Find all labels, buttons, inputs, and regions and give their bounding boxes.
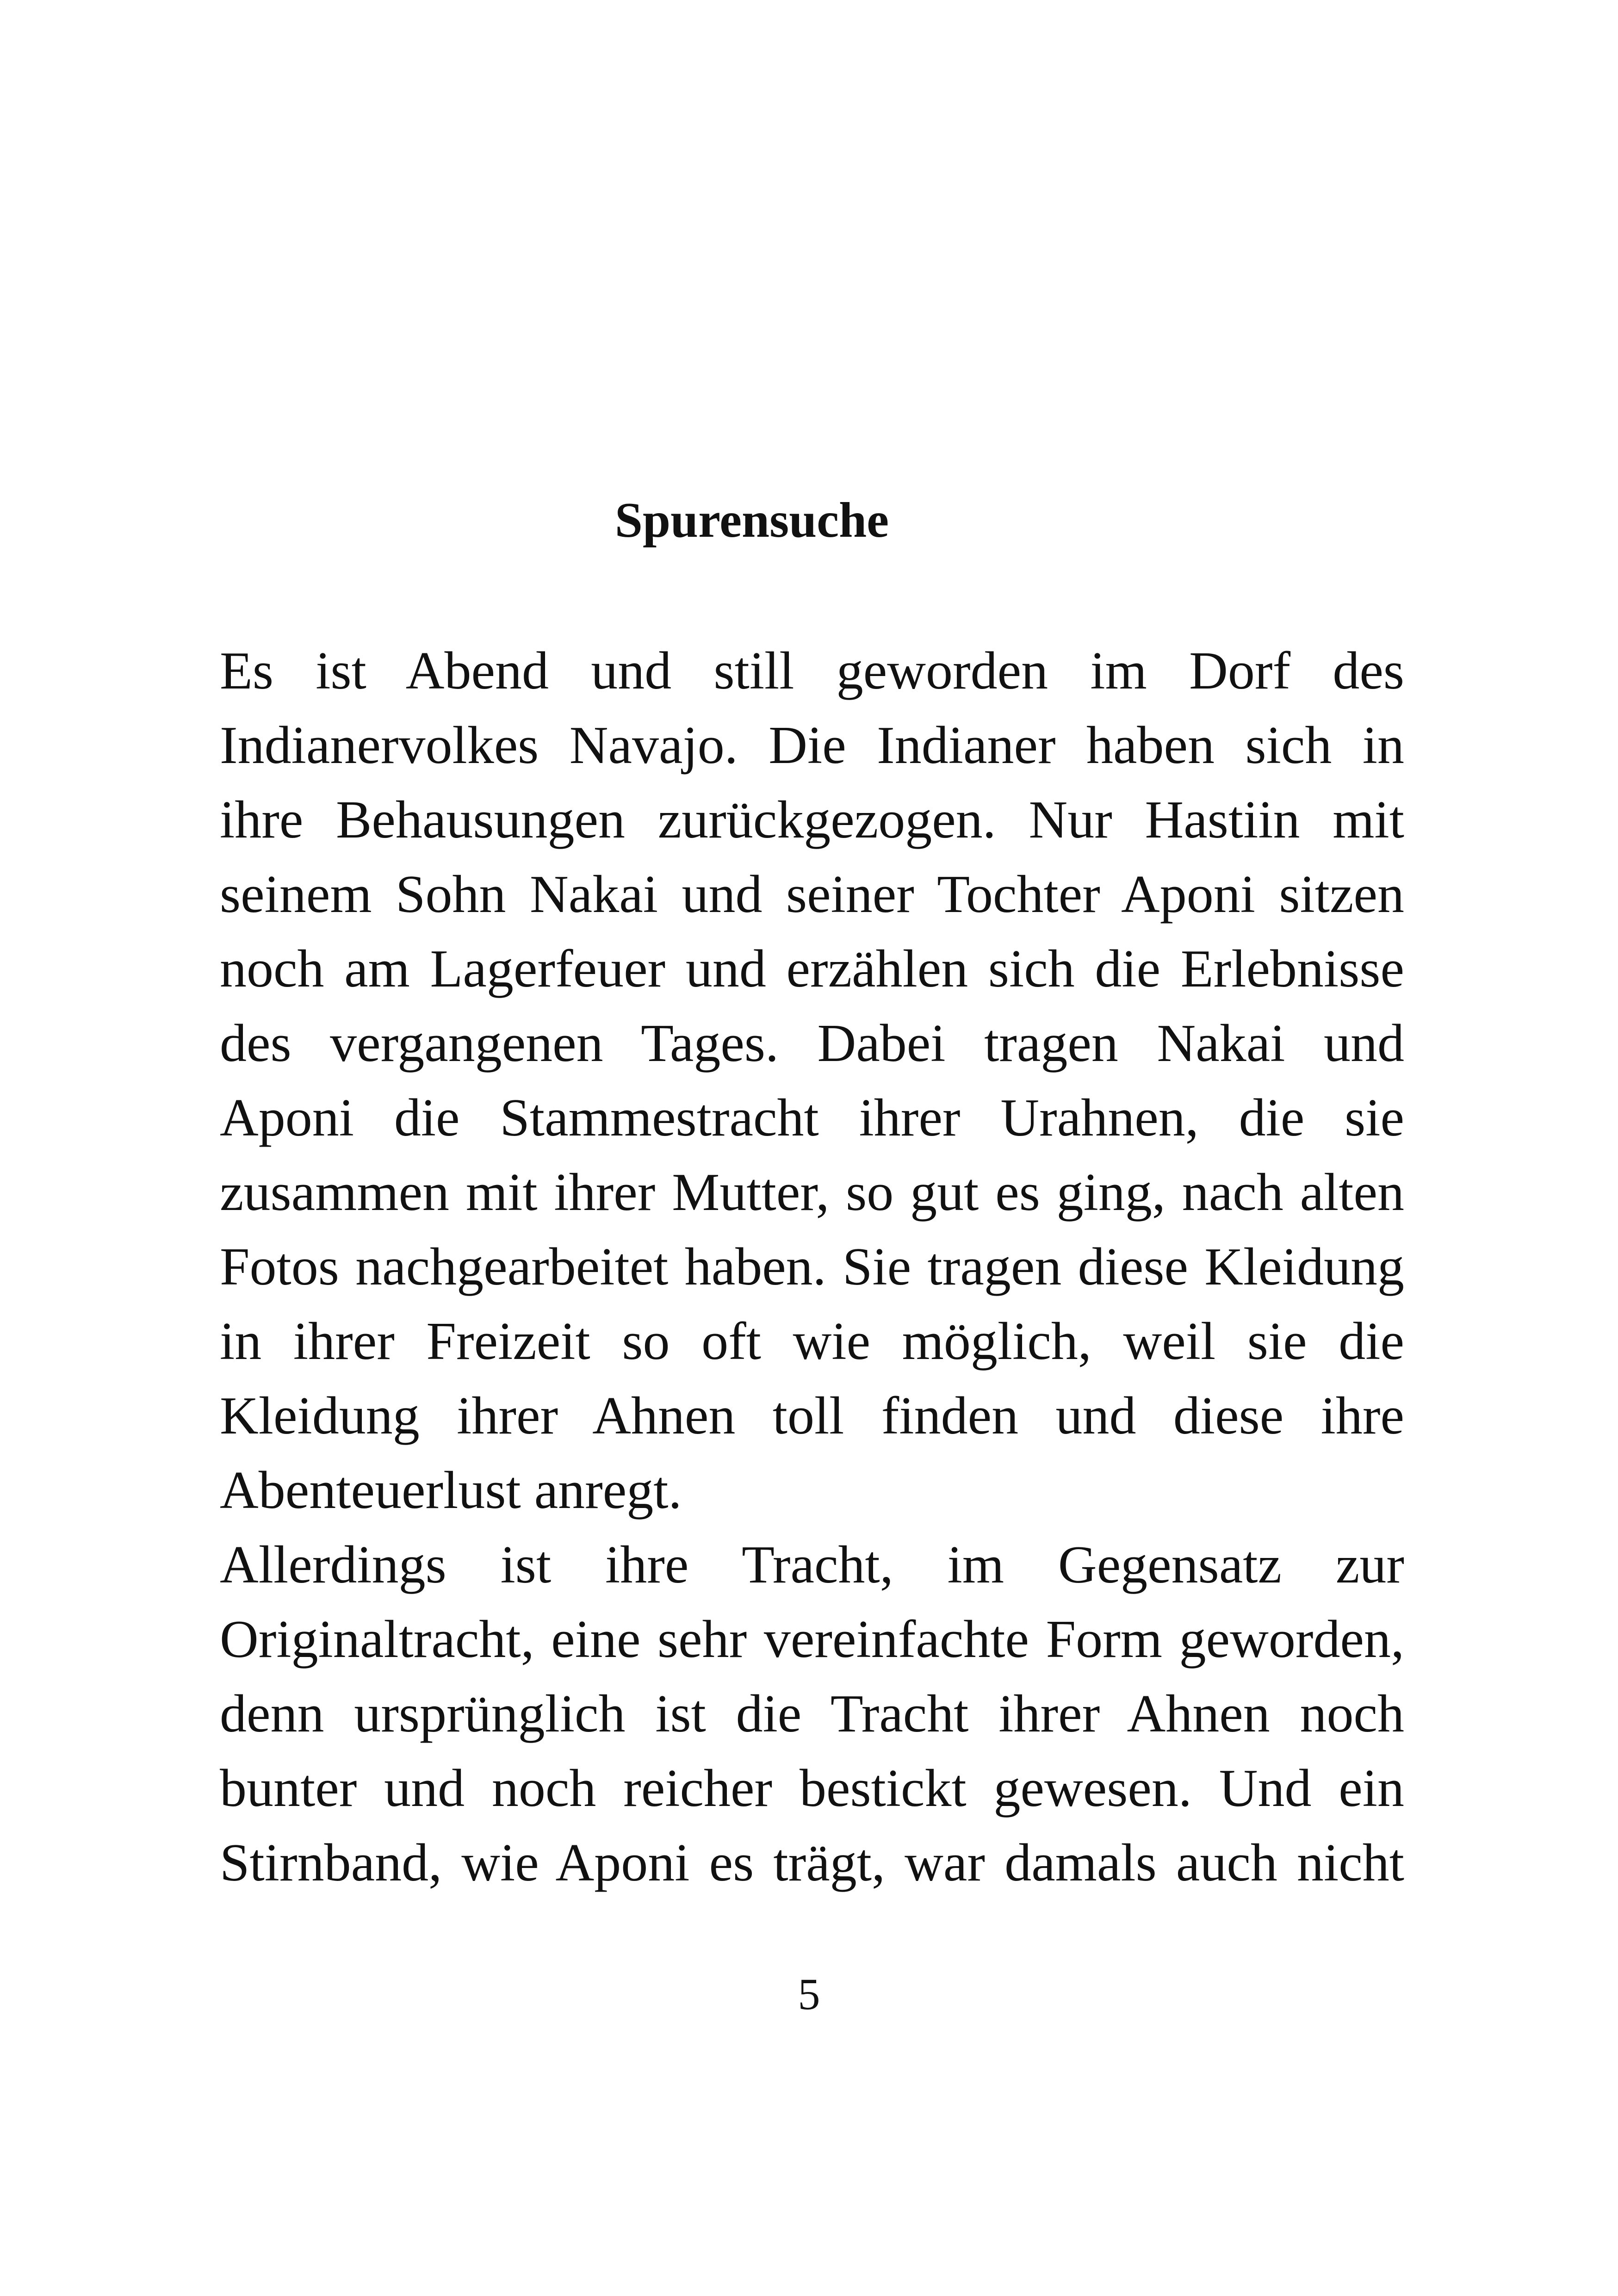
text-line: denn ursprünglich ist die Tracht ihrer Ahnen noch xyxy=(220,1684,1404,1744)
text-line: Abenteuerlust anregt. xyxy=(220,1461,682,1520)
text-line: des vergangenen Tages. Dabei tragen Nakai und xyxy=(220,1014,1404,1073)
text-line: Es ist Abend und still geworden im Dorf des xyxy=(220,641,1404,701)
text-line: in ihrer Freizeit so oft wie möglich, weil sie die xyxy=(220,1312,1404,1371)
body-text xyxy=(220,634,1404,1900)
text-line: Kleidung ihrer Ahnen toll finden und diese ihre xyxy=(220,1386,1404,1446)
text-line: zusammen mit ihrer Mutter, so gut es ging, nach alten xyxy=(220,1163,1404,1222)
text-line: Originaltracht, eine sehr vereinfachte Form geworden, xyxy=(220,1610,1404,1669)
text-line: ihre Behausungen zurückgezogen. Nur Hastiin mit xyxy=(220,790,1404,850)
text-line: seinem Sohn Nakai und seiner Tochter Aponi sitzen xyxy=(220,865,1404,924)
chapter-title: Spurensuche xyxy=(614,493,889,548)
page-number: 5 xyxy=(798,1969,820,2019)
text-line: Stirnband, wie Aponi es trägt, war damals auch nicht xyxy=(220,1833,1404,1893)
text-line: noch am Lagerfeuer und erzählen sich die Erlebnisse xyxy=(220,939,1404,999)
text-line: Allerdings ist ihre Tracht, im Gegensatz zur xyxy=(220,1535,1404,1595)
text-line: bunter und noch reicher bestickt gewesen. Und ein xyxy=(220,1759,1404,1818)
text-line: Indianervolkes Navajo. Die Indianer haben sich in xyxy=(220,716,1404,775)
text-line: Aponi die Stammestracht ihrer Urahnen, die sie xyxy=(220,1088,1404,1148)
text-line: Fotos nachgearbeitet haben. Sie tragen diese Kleidung xyxy=(220,1237,1404,1297)
